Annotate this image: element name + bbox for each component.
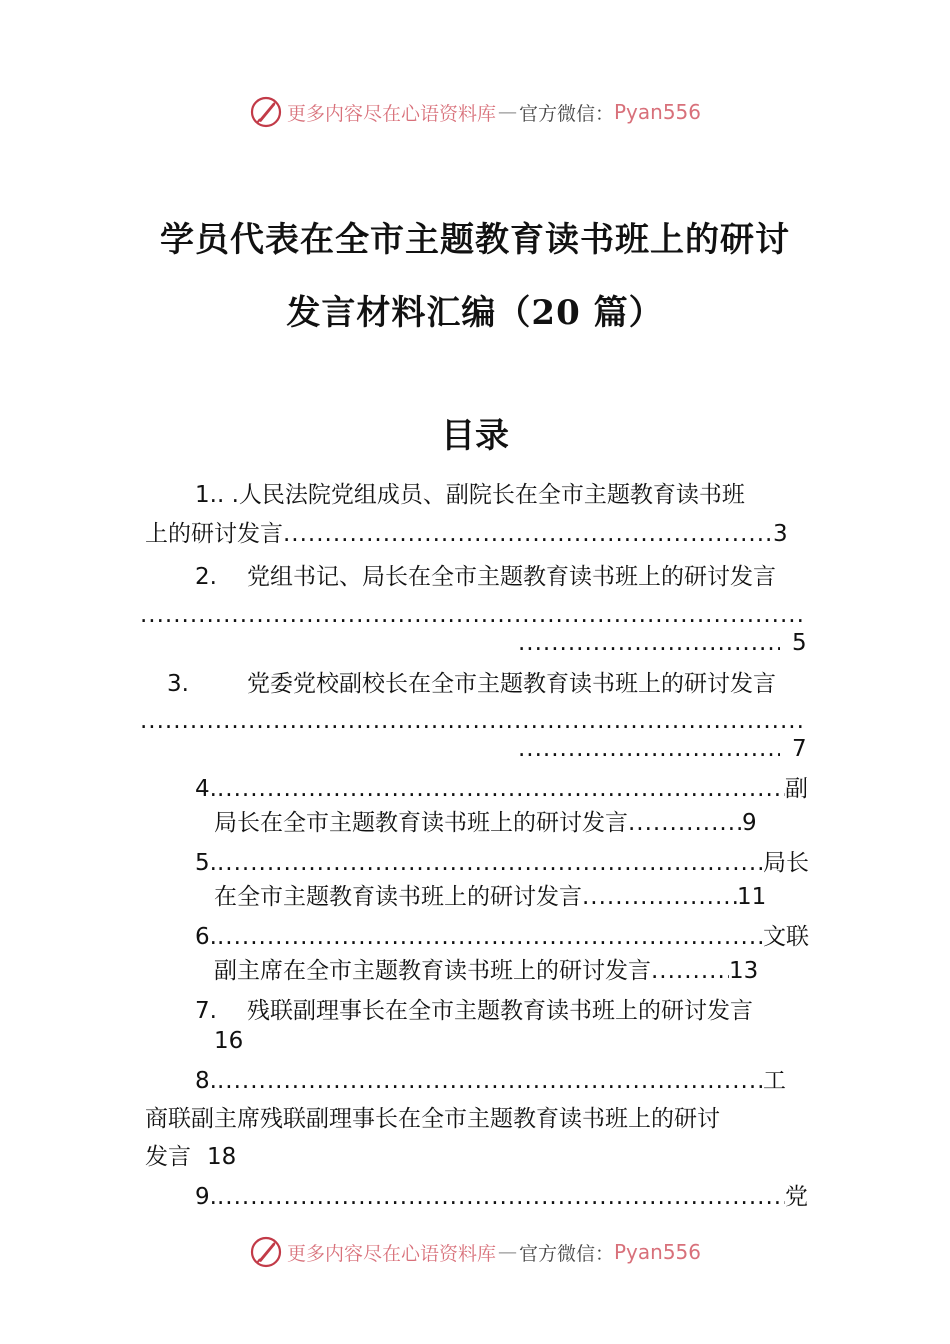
toc-leader-dots [283, 517, 773, 551]
toc-leader-dots [628, 806, 742, 840]
toc-leader-dots [217, 846, 763, 880]
toc-leader-dots [582, 880, 737, 914]
header-banner [0, 92, 950, 132]
toc-entry-3-page-line[interactable] [518, 732, 807, 766]
toc-page-number: 18 [207, 1144, 237, 1170]
toc-leader-dots [651, 954, 729, 988]
toc-entry-number: 2. [195, 564, 217, 590]
toc-entry-title: 商联副主席残联副理事长在全市主题教育读书班上的研讨 [145, 1106, 720, 1132]
toc-page-number: 13 [729, 958, 759, 984]
toc-entry-8-page-line[interactable] [145, 1140, 236, 1174]
toc-entry-title: 工 [762, 1068, 786, 1094]
toc-entry-number: 8. [195, 1068, 217, 1094]
toc-entry-3[interactable] [167, 667, 776, 701]
toc-entry-5-cont[interactable] [214, 880, 766, 914]
toc-entry-8[interactable] [195, 1064, 786, 1098]
toc-entry-4[interactable] [195, 772, 808, 806]
toc-entry-title: 残联副理事长在全市主题教育读书班上的研讨发言 [246, 998, 753, 1024]
toc-entry-number: 6. [195, 924, 217, 950]
toc-entry-6-cont[interactable] [214, 954, 758, 988]
banner-separator: — [497, 1241, 517, 1263]
banner-separator: — [497, 101, 517, 123]
toc-leader-dots [518, 626, 780, 660]
document-title-line-2: 发言材料汇编（20 篇） [286, 293, 664, 333]
toc-leader-dots [217, 772, 785, 806]
quill-pen-logo-icon [249, 1235, 283, 1269]
toc-entry-6[interactable] [195, 920, 809, 954]
toc-entry-2[interactable] [195, 560, 776, 594]
toc-entry-2-page-line[interactable] [518, 626, 807, 660]
footer-banner [0, 1232, 950, 1272]
toc-entry-title: 文联 [762, 924, 809, 950]
toc-page-number: 11 [737, 884, 767, 910]
toc-leader-dots [217, 920, 763, 954]
toc-entry-number: 7. [195, 998, 217, 1024]
toc-page-number: 5 [792, 630, 807, 656]
toc-entry-1[interactable] [195, 478, 745, 512]
toc-entry-number: 5. [195, 850, 217, 876]
toc-entry-title: 党 [784, 1184, 808, 1210]
toc-page-number: 3 [773, 521, 788, 547]
quill-pen-logo-icon [249, 95, 283, 129]
toc-entry-7-page-line[interactable] [214, 1024, 243, 1058]
banner-wechat-label: 官方微信： [518, 1242, 614, 1265]
toc-entry-title: 党委党校副校长在全市主题教育读书班上的研讨发言 [246, 671, 776, 697]
banner-text: 更多内容尽在心语资料库 [286, 1242, 496, 1265]
banner-wechat-id: Pyan556 [614, 100, 702, 124]
toc-entry-title: 在全市主题教育读书班上的研讨发言 [214, 884, 582, 910]
toc-entry-7[interactable] [195, 994, 753, 1028]
toc-entry-title: 副主席在全市主题教育读书班上的研讨发言 [214, 958, 651, 984]
toc-entry-title: 发言 [145, 1144, 191, 1170]
toc-entry-9[interactable] [195, 1180, 808, 1214]
toc-entry-8-cont[interactable] [145, 1102, 720, 1136]
toc-entry-4-cont[interactable] [214, 806, 757, 840]
toc-entry-5[interactable] [195, 846, 809, 880]
toc-entry-1-cont[interactable] [145, 517, 788, 551]
toc-entry-number: 3. [167, 671, 189, 697]
toc-entry-number: 9. [195, 1184, 217, 1210]
toc-entry-number: 4. [195, 776, 217, 802]
toc-leader-dots [217, 1064, 763, 1098]
toc-entry-title: 局长 [762, 850, 809, 876]
toc-leader-dots [518, 732, 780, 766]
toc-leader-dots [217, 1180, 785, 1214]
toc-page-number: 16 [214, 1028, 244, 1054]
toc-entry-title: 党组书记、局长在全市主题教育读书班上的研讨发言 [246, 564, 776, 590]
toc-page-number: 9 [742, 810, 757, 836]
toc-entry-title: 上的研讨发言 [145, 521, 283, 547]
toc-entry-title: . .人民法院党组成员、副院长在全市主题教育读书班 [216, 482, 745, 508]
banner-wechat-id: Pyan556 [614, 1240, 702, 1264]
banner-text: 更多内容尽在心语资料库 [286, 102, 496, 125]
toc-page-number: 7 [792, 736, 807, 762]
toc-heading: 目录 [441, 416, 509, 456]
toc-entry-title: 局长在全市主题教育读书班上的研讨发言 [214, 810, 628, 836]
toc-entry-title: 副 [784, 776, 808, 802]
document-title-line-1: 学员代表在全市主题教育读书班上的研讨 [160, 220, 790, 260]
toc-entry-number: 1. [195, 482, 217, 508]
banner-wechat-label: 官方微信： [518, 102, 614, 125]
